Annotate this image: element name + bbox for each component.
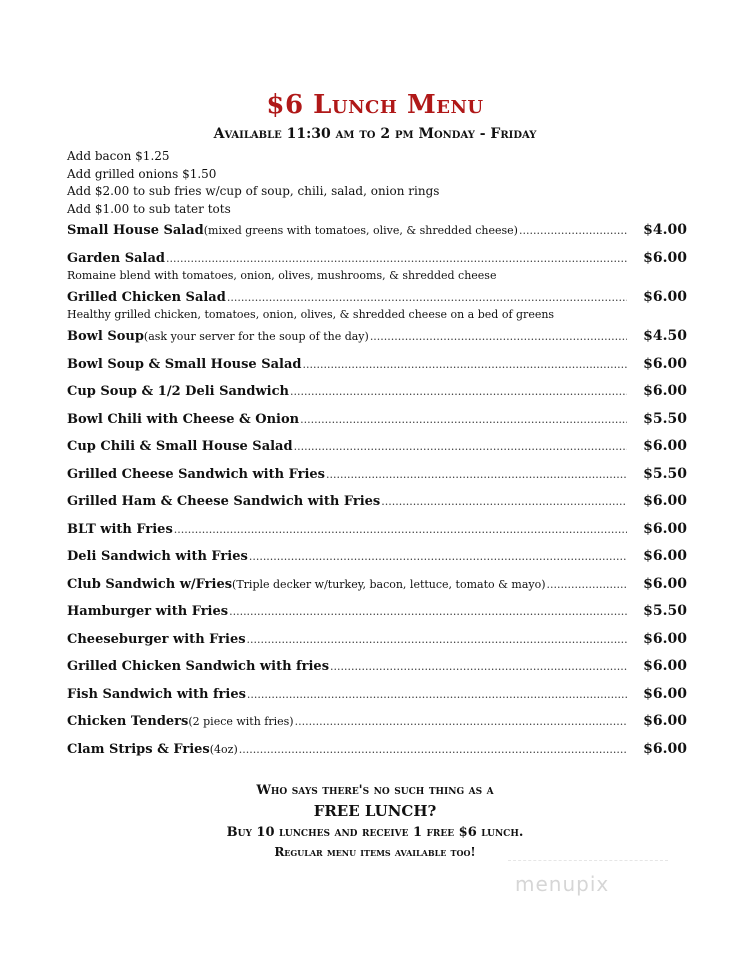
menu-item (67, 631, 687, 651)
menu-item-name: Fish Sandwich with fries (67, 686, 246, 702)
menu-item-name: Deli Sandwich with Fries (67, 549, 248, 564)
menu-item (67, 548, 687, 568)
menu-item-price: $6.00 (643, 383, 687, 399)
menu-item-name: Grilled Chicken Salad (67, 290, 226, 305)
menu-item-price: $6.00 (643, 740, 687, 757)
dot-leader (174, 523, 627, 536)
menu-item-price: $6.00 (643, 438, 687, 454)
page-title: $6 Lunch Menu (266, 90, 484, 120)
menu-item-name: Bowl Soup (67, 329, 144, 344)
menu-item (67, 356, 687, 376)
dot-leader (326, 468, 627, 481)
menu-item-price: $5.50 (643, 410, 687, 427)
menu-item (67, 250, 687, 282)
menu-item-price: $6.00 (643, 493, 687, 509)
menu-item-note: (Triple decker w/turkey, bacon, lettuce, tomato & mayo) (232, 577, 546, 591)
menu-item (67, 741, 687, 761)
menu-item-price: $4.50 (643, 328, 687, 344)
menu-item-name: Grilled Cheese Sandwich with Fries (67, 466, 325, 482)
menu-item-description: Healthy grilled chicken, tomatoes, onion, olives, & shredded cheese on a bed of greens (67, 308, 555, 321)
menu-item-note: (2 piece with fries) (188, 715, 294, 728)
availability-subtitle: Available 11:30 am to 2 pm Monday - Friday (213, 126, 537, 142)
dot-leader (381, 495, 627, 508)
addon-list (67, 148, 439, 218)
dot-leader (290, 385, 627, 398)
menu-item (67, 411, 687, 431)
menu-item (67, 713, 687, 733)
menu-item-name: Grilled Ham & Cheese Sandwich with Fries (67, 494, 381, 509)
menu-item-note: (mixed greens with tomatoes, olive, & shredded cheese) (203, 224, 518, 237)
dot-leader (302, 358, 627, 371)
menu-item-price: $6.00 (643, 289, 687, 305)
addon-item: Add grilled onions $1.50 (67, 166, 217, 181)
dot-leader (370, 330, 627, 343)
menu-item-description: Romaine blend with tomatoes, onion, olives, mushrooms, & shredded cheese (67, 269, 497, 282)
menu-item (67, 383, 687, 403)
promo-line: Who says there's no such thing as a (256, 783, 494, 798)
menu-item (67, 466, 687, 486)
menu-item (67, 289, 687, 321)
menu-item-name: Cup Chili & Small House Salad (67, 439, 293, 454)
menu-item (67, 603, 687, 623)
menu-item (67, 222, 687, 242)
menu-item (67, 328, 687, 348)
dot-leader (239, 743, 627, 756)
addon-item: Add bacon $1.25 (67, 149, 170, 163)
menu-item-price: $4.00 (643, 222, 687, 238)
menu-item-name: Garden Salad (67, 251, 165, 266)
menu-item-price: $6.00 (643, 548, 687, 564)
dot-leader (300, 413, 627, 426)
menu-item-price: $6.00 (643, 630, 687, 647)
menu-item-price: $6.00 (643, 685, 687, 702)
watermark-logo: menupix (515, 872, 610, 896)
dot-leader (295, 715, 627, 728)
dot-leader (227, 291, 627, 304)
menu-item-price: $6.00 (643, 520, 687, 537)
menu-item-name: Small House Salad (67, 223, 204, 238)
dot-leader (330, 660, 627, 673)
menu-item (67, 521, 687, 541)
addon-item: Add $2.00 to sub fries w/cup of soup, chili, salad, onion rings (67, 184, 440, 198)
menu-item-price: $5.50 (643, 603, 687, 619)
menu-item-name: Club Sandwich w/Fries (67, 576, 233, 592)
menu-item (67, 493, 687, 513)
menu-item-name: Bowl Soup & Small House Salad (67, 356, 302, 372)
dot-leader (247, 633, 627, 646)
dot-leader (249, 550, 627, 563)
menu-item-price: $6.00 (643, 575, 687, 592)
menu-item-name: Clam Strips & Fries (67, 741, 210, 757)
menu-item (67, 576, 687, 596)
menu-item-name: Hamburger with Fries (67, 604, 229, 619)
dot-leader (229, 605, 627, 618)
menu-item-list (67, 222, 687, 761)
menu-item-price: $6.00 (643, 355, 687, 372)
menu-item-note: (ask your server for the soup of the day) (143, 330, 369, 343)
addon-item: Add $1.00 to sub tater tots (67, 201, 231, 216)
dot-leader (247, 688, 627, 701)
menu-item-price: $5.50 (643, 465, 687, 482)
menu-item-name: Bowl Chili with Cheese & Onion (67, 411, 300, 427)
menu-item (67, 658, 687, 678)
menu-item (67, 686, 687, 706)
promo-footer (0, 780, 750, 862)
dot-leader (294, 440, 627, 453)
menu-item-name: Chicken Tenders (67, 714, 189, 729)
menu-item-name: Cup Soup & 1/2 Deli Sandwich (67, 384, 289, 399)
dot-leader (547, 578, 627, 591)
watermark-rule (508, 860, 668, 861)
menu-item (67, 438, 687, 458)
promo-headline: FREE LUNCH? (313, 802, 437, 820)
menu-item-price: $6.00 (643, 658, 687, 674)
menu-item-note: (4oz) (209, 742, 238, 756)
promo-line: Regular menu items available too! (274, 845, 476, 859)
menu-item-name: Cheeseburger with Fries (67, 631, 246, 647)
menu-item-name: Grilled Chicken Sandwich with fries (67, 659, 330, 674)
menu-item-price: $6.00 (643, 713, 687, 729)
dot-leader (166, 252, 627, 265)
dot-leader (519, 224, 627, 237)
menu-item-name: BLT with Fries (67, 521, 173, 537)
menu-item-price: $6.00 (643, 250, 687, 266)
promo-line: Buy 10 lunches and receive 1 free $6 lunch. (226, 825, 524, 840)
